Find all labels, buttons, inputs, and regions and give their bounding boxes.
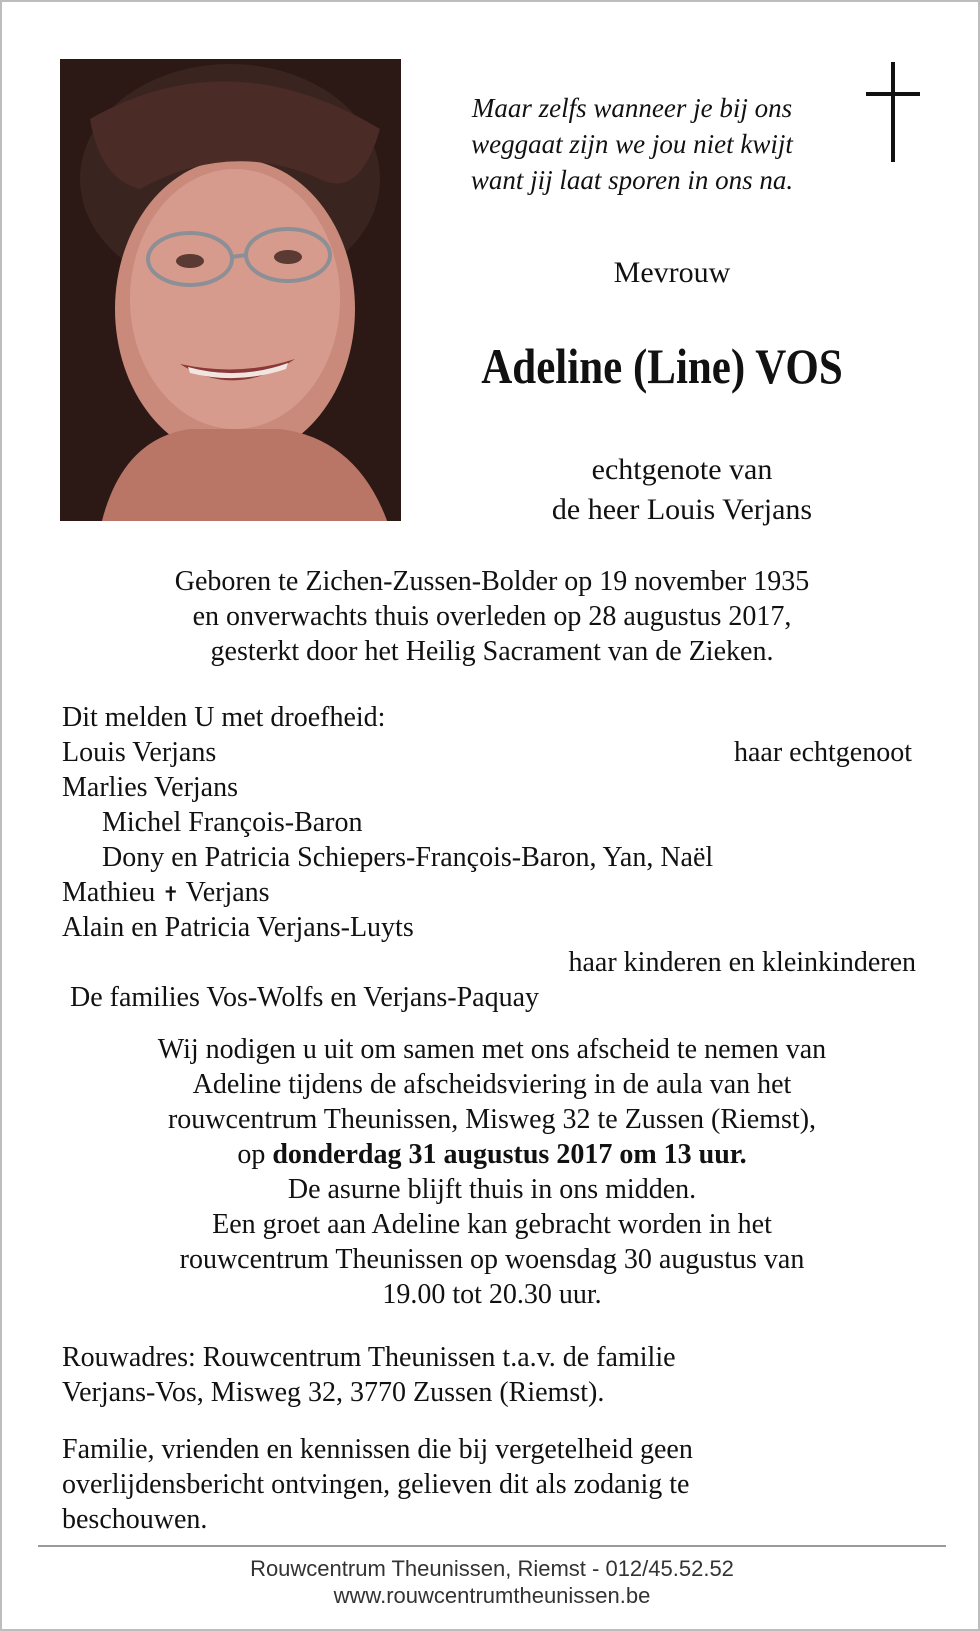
- address-line: Rouwadres: Rouwcentrum Theunissen t.a.v. de familie: [62, 1342, 676, 1373]
- family-row-child: Alain en Patricia Verjans-Luyts: [62, 912, 414, 943]
- poem: [412, 90, 852, 198]
- poem-line: weggaat zijn we jou niet kwijt: [471, 129, 793, 159]
- family-row-grandchildren: Dony en Patricia Schiepers-François-Baron, Yan, Naël: [102, 842, 714, 873]
- footer: [42, 1555, 942, 1609]
- notice-line: overlijdensbericht ontvingen, gelieven dit als zodanig te: [62, 1469, 690, 1500]
- cross-icon: [864, 62, 924, 162]
- child-first-name: Mathieu: [62, 877, 156, 908]
- family-row-spouse: [62, 735, 922, 770]
- invite-date-line: [42, 1137, 942, 1172]
- portrait-image: [60, 59, 401, 521]
- small-cross-icon: ✝: [162, 884, 180, 906]
- family-list: [62, 700, 922, 1015]
- deceased-name: Adeline (Line) VOS: [481, 338, 843, 394]
- invite-line: Adeline tijdens de afscheidsviering in de aula van het: [192, 1069, 792, 1100]
- family-intro: Dit melden U met droefheid:: [62, 702, 386, 733]
- notice-line: Familie, vrienden en kennissen die bij vergetelheid geen: [62, 1434, 693, 1465]
- child-last-name: Verjans: [185, 877, 270, 908]
- family-row-child: Marlies Verjans: [62, 772, 238, 803]
- notice-line: beschouwen.: [62, 1504, 208, 1535]
- family-row-partner: Michel François-Baron: [102, 807, 363, 838]
- invite-line: Een groet aan Adeline kan gebracht worden in het: [212, 1209, 772, 1240]
- spouse-line: de heer Louis Verjans: [551, 493, 813, 526]
- poem-line: Maar zelfs wanneer je bij ons: [471, 93, 793, 123]
- salutation: Mevrouw: [613, 256, 731, 289]
- invite-line: rouwcentrum Theunissen, Misweg 32 te Zussen (Riemst),: [167, 1104, 817, 1135]
- family-row-families: De families Vos-Wolfs en Verjans-Paquay: [70, 982, 539, 1013]
- birth-line: Geboren te Zichen-Zussen-Bolder op 19 november 1935: [174, 566, 810, 597]
- invite-date: donderdag 31 augustus 2017 om 13 uur.: [272, 1139, 747, 1170]
- family-row-child-deceased: [62, 875, 922, 910]
- mourning-address: [62, 1340, 922, 1410]
- birth-death-paragraph: [42, 564, 942, 669]
- invite-date-prefix: op: [237, 1139, 266, 1170]
- invite-line: rouwcentrum Theunissen op woensdag 30 augustus van: [179, 1244, 805, 1275]
- footer-website[interactable]: www.rouwcentrumtheunissen.be: [333, 1583, 651, 1608]
- sacrament-line: gesterkt door het Heilig Sacrament van de Zieken.: [210, 636, 774, 667]
- death-line: en onverwachts thuis overleden op 28 augustus 2017,: [192, 601, 792, 632]
- spouse-role: haar echtgenoot: [733, 737, 912, 768]
- invite-line: De asurne blijft thuis in ons midden.: [287, 1174, 697, 1205]
- notice-paragraph: [62, 1432, 922, 1537]
- footer-company: Rouwcentrum Theunissen, Riemst - 012/45.52.52: [250, 1556, 734, 1581]
- spouse-description: [472, 450, 892, 530]
- invite-line: Wij nodigen u uit om samen met ons afscheid te nemen van: [157, 1034, 827, 1065]
- poem-line: want jij laat sporen in ons na.: [470, 165, 794, 195]
- address-line: Verjans-Vos, Misweg 32, 3770 Zussen (Riemst).: [62, 1377, 605, 1408]
- invite-line: 19.00 tot 20.30 uur.: [382, 1279, 602, 1310]
- spouse-line: echtgenote van: [591, 453, 773, 486]
- portrait-photo: [60, 59, 401, 521]
- invitation-paragraph: [42, 1032, 942, 1312]
- footer-divider: [38, 1545, 946, 1547]
- children-role: haar kinderen en kleinkinderen: [568, 947, 916, 978]
- spouse-name: Louis Verjans: [62, 737, 217, 768]
